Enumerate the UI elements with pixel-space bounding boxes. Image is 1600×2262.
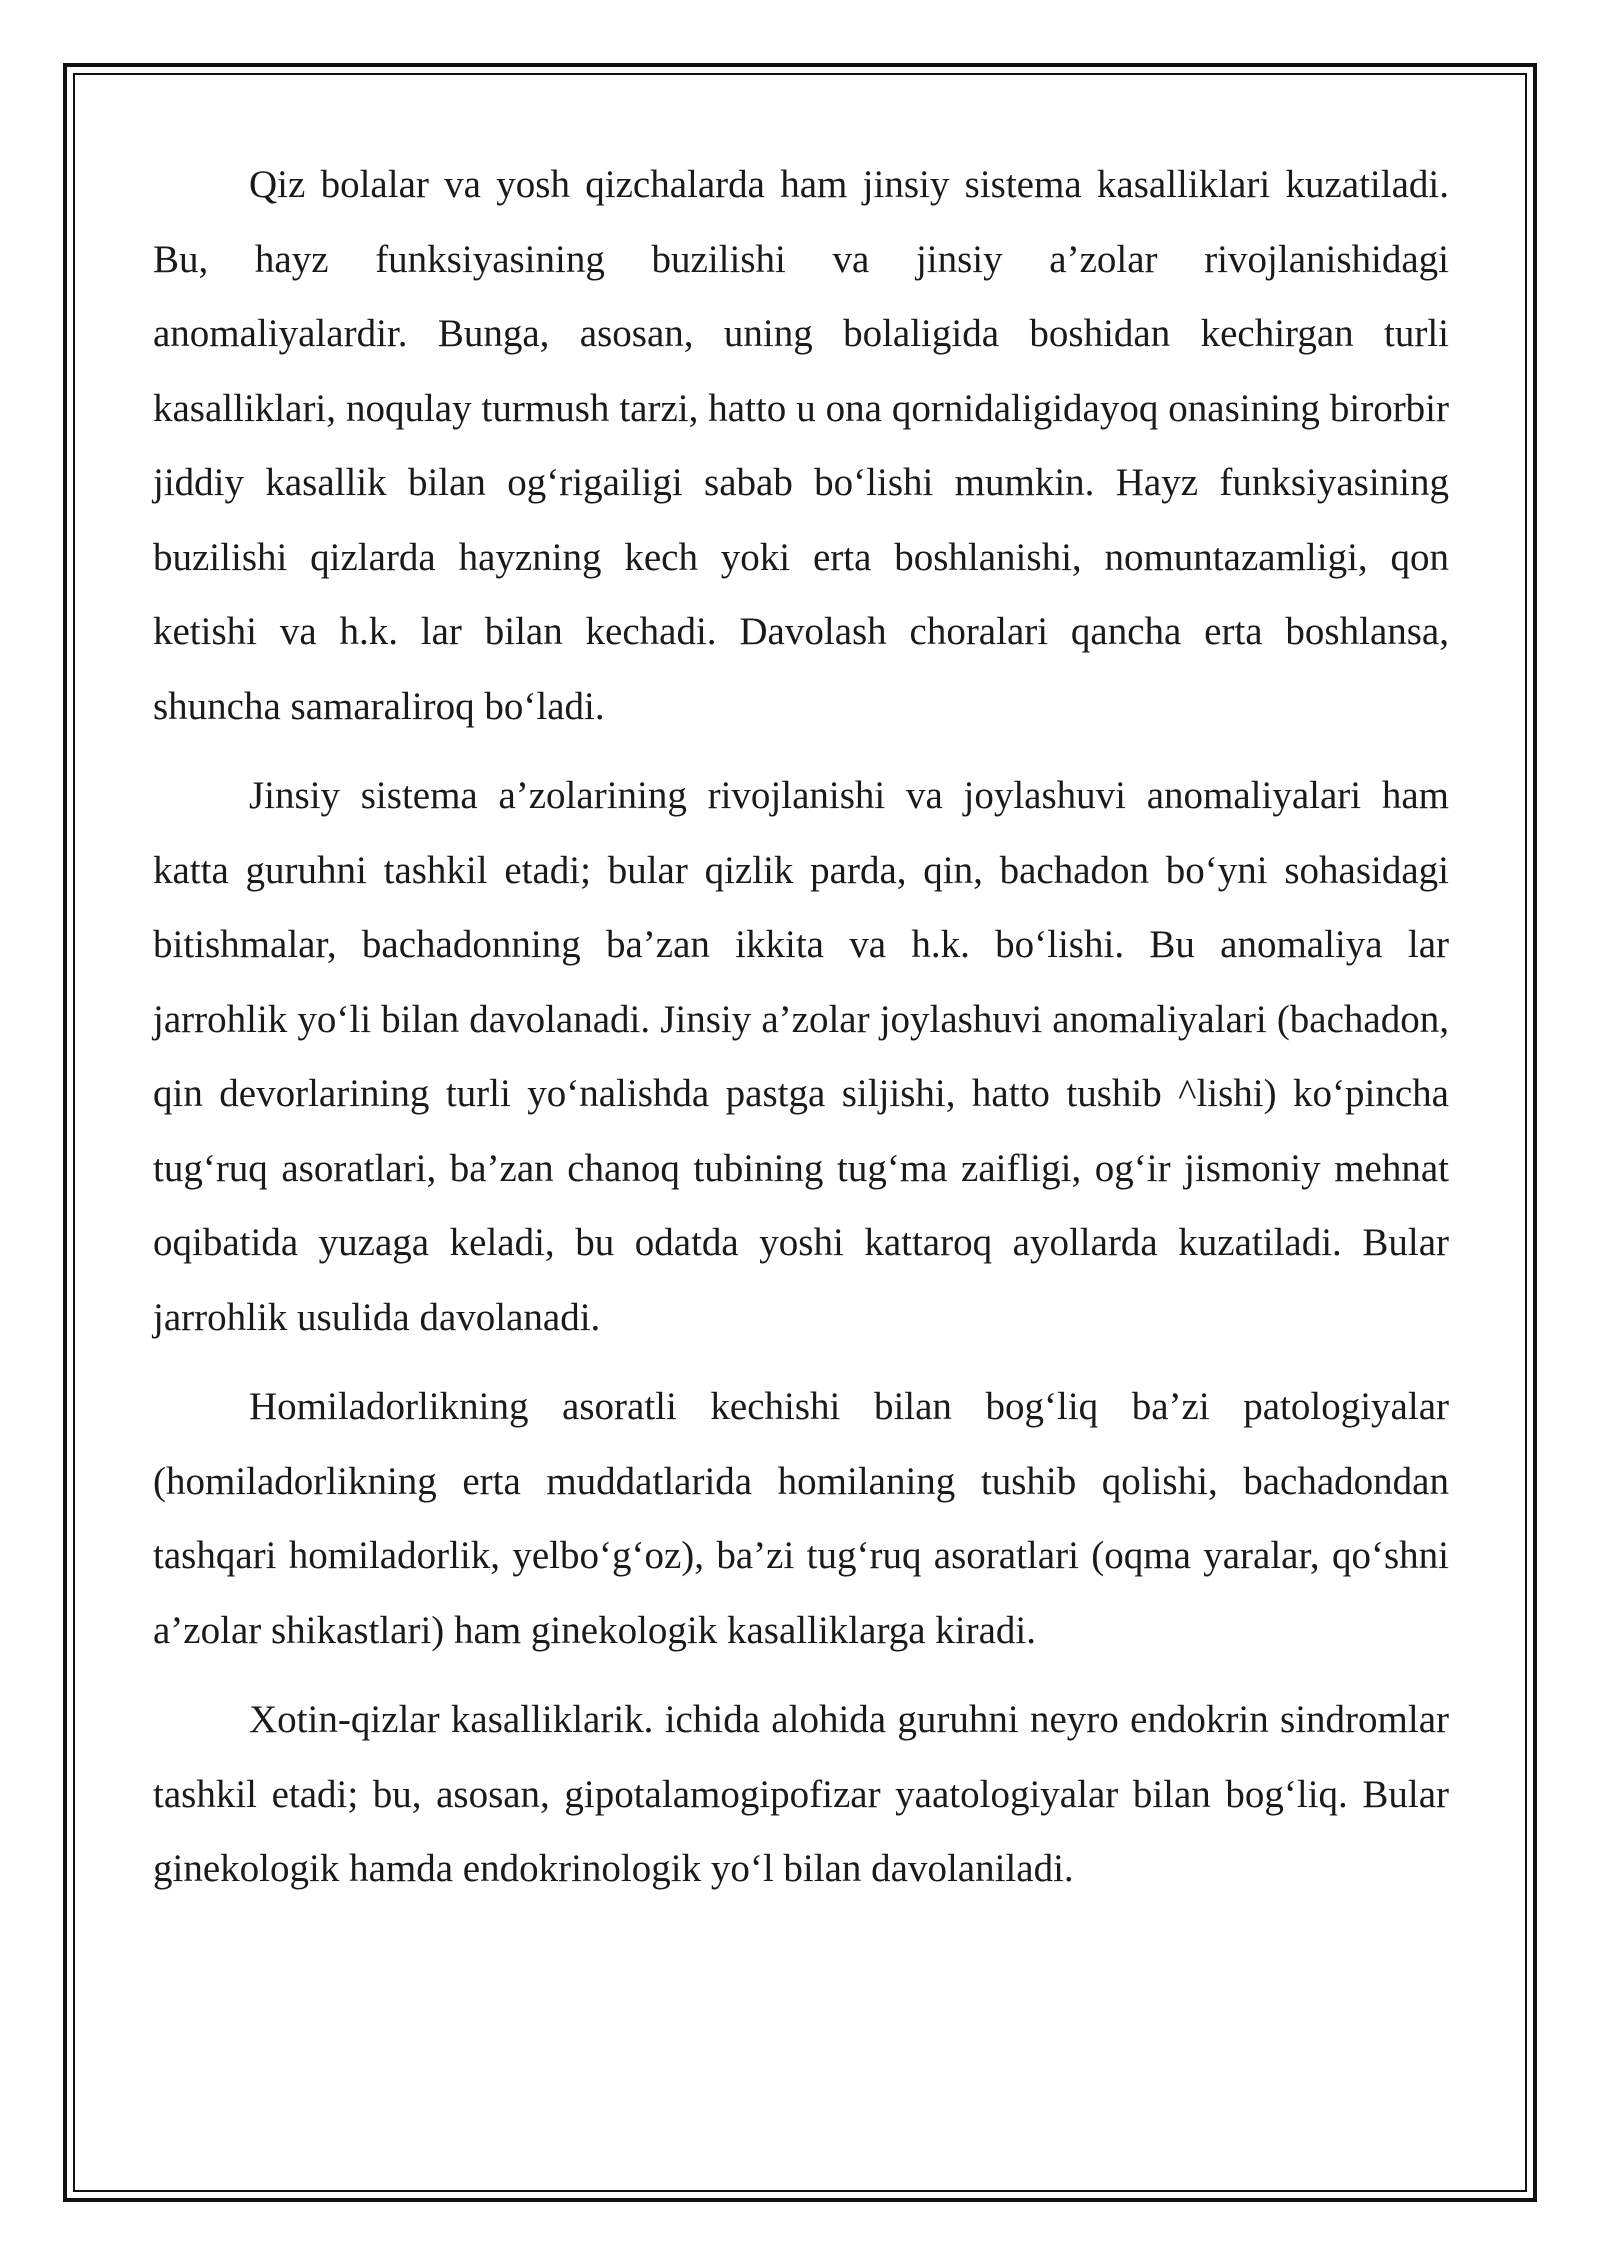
paragraph-3: Homiladorlikning asoratli kechishi bilan bog‘liq ba’zi patologiyalar (homiladorlikning erta muddatlarida homilaning tushib qolishi, bachadondan tashqari homiladorlik, yelbo‘g‘oz), ba’zi tug‘ruq asoratlari (oqma yaralar, qo‘shni a’zolar shikastlari) ham ginekologik kasalliklarga kiradi. [153,1385,1449,1652]
paragraph-1: Qiz bolalar va yosh qizchalarda ham jinsiy sistema kasalliklari kuzatiladi. Bu, hayz funksiyasining buzilishi va jinsiy a’zolar rivojlanishidagi anomaliyalardir. Bunga, asosan, uning bolaligida boshidan kechirgan turli kasalliklari, noqulay turmush tarzi, hatto u ona qornidaligidayoq onasining birorbir jiddiy kasallik bilan og‘rigailigi sabab bo‘lishi mumkin. Hayz funksiyasining buzilishi qizlarda hayzning kech yoki erta boshlanishi, nomuntazamligi, qon ketishi va h.k. lar bilan kechadi. Davolash choralari qancha erta boshlansa, shuncha samaraliroq bo‘ladi. [153,163,1449,728]
paragraph-4: Xotin-qizlar kasalliklarik. ichida alohida guruhni neyro endokrin sindromlar tashkil etadi; bu, asosan, gipotalamogipofizar yaatologiyalar bilan bog‘liq. Bular ginekologik hamda endokrinologik yo‘l bilan davolaniladi. [153,1698,1449,1890]
paragraph-2: Jinsiy sistema a’zolarining rivojlanishi va joylashuvi anomaliyalari ham katta guruhni tashkil etadi; bular qizlik parda, qin, bachadon bo‘yni sohasidagi bitishmalar, bachadonning ba’zan ikkita va h.k. bo‘lishi. Bu anomaliya lar jarrohlik yo‘li bilan davolanadi. Jinsiy a’zolar joylashuvi anomaliyalari (bachadon, qin devorlarining turli yo‘nalishda pastga siljishi, hatto tushib ^lishi) ko‘pincha tug‘ruq asoratlari, ba’zan chanoq tubining tug‘ma zaifligi, og‘ir jismoniy mehnat oqibatida yuzaga keladi, bu odatda yoshi kattaroq ayollarda kuzatiladi. Bular jarrohlik usulida davolanadi. [153,774,1449,1339]
document-body [153,148,1449,1922]
